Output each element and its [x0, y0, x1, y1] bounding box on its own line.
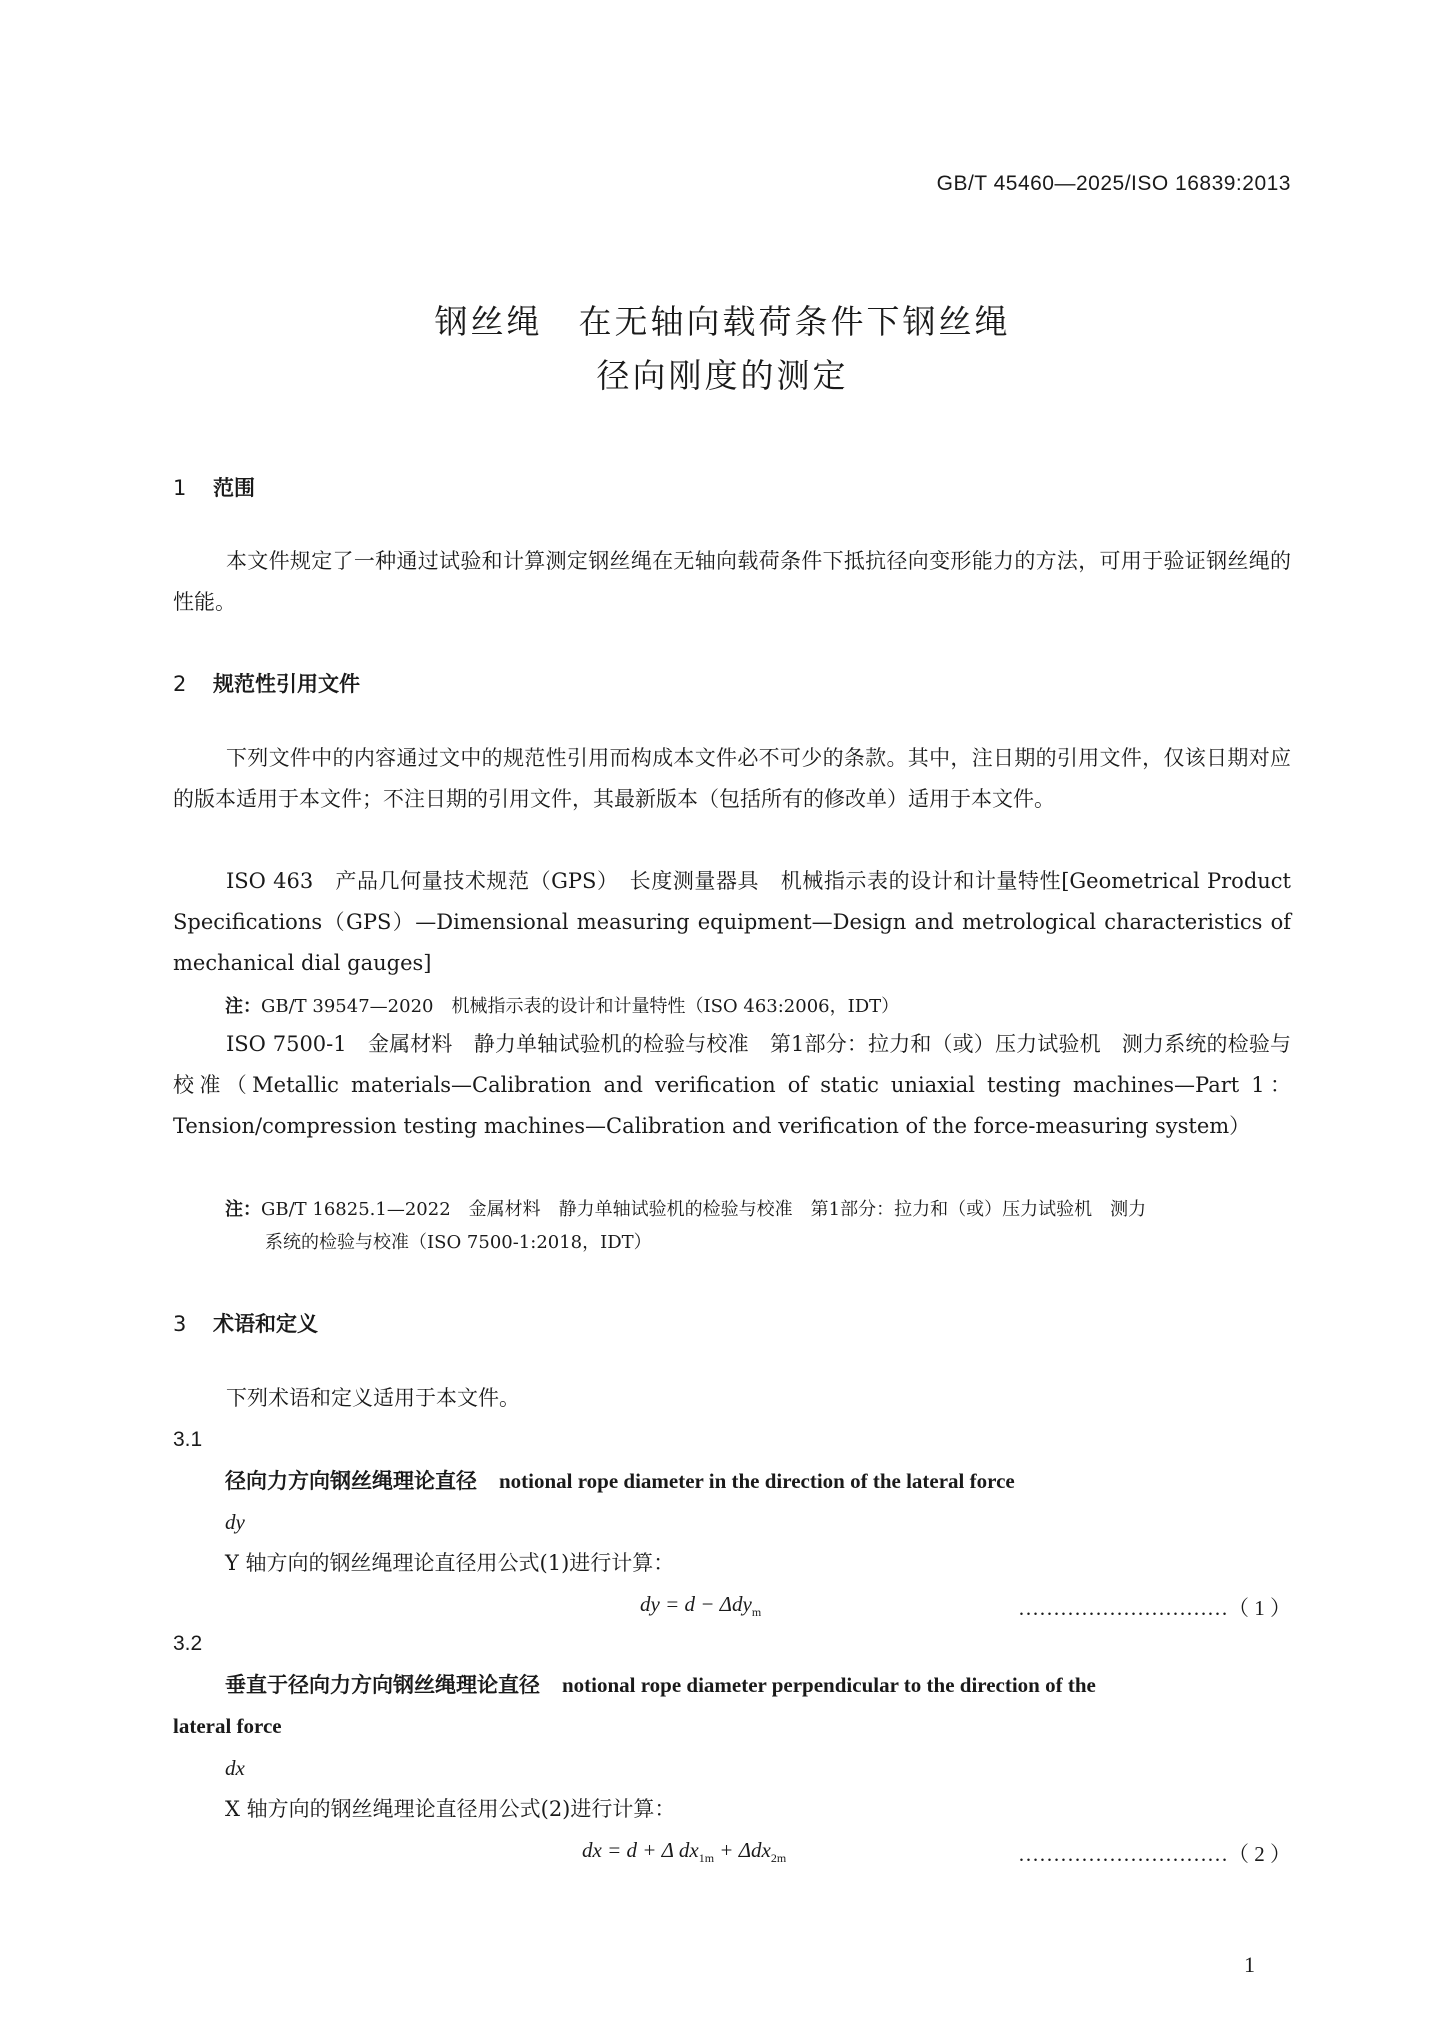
section-title: 范围 [213, 476, 255, 500]
formula-2-subscript-1: 1m [698, 1851, 715, 1866]
equation-number-2: …………………………（ 2 ） [1018, 1842, 1291, 1866]
document-code: GB/T 45460—2025/ISO 16839:2013 [936, 172, 1291, 195]
section-2-heading [173, 668, 360, 698]
term-zh: 径向力方向钢丝绳理论直径 [225, 1469, 477, 1493]
formula-2 [582, 1838, 786, 1866]
note-text: GB/T 39547—2020 机械指示表的设计和计量特性（ISO 463:2006，IDT） [261, 996, 900, 1017]
term-en: notional rope diameter in the direction of the lateral force [498, 1469, 1015, 1493]
section-3-heading [173, 1308, 318, 1338]
note-text: GB/T 16825.1—2022 金属材料 静力单轴试验机的检验与校准 第1部分：拉力和（或）压力试验机 测力 [261, 1199, 1147, 1220]
section-1-heading [173, 472, 255, 502]
term-number-3-2: 3.2 [173, 1632, 203, 1655]
title-line-1: 钢丝绳 在无轴向载荷条件下钢丝绳 [434, 302, 1011, 341]
section-number: 1 [173, 476, 187, 500]
term-3-2-description: X 轴方向的钢丝绳理论直径用公式(2)进行计算： [225, 1797, 676, 1821]
term-3-2-symbol: dx [225, 1756, 245, 1780]
formula-2-part-b: + Δdx [714, 1838, 771, 1862]
formula-2-subscript-2: 2m [770, 1851, 787, 1866]
formula-1-subscript: m [751, 1605, 762, 1620]
formula-1-main: dy = d − Δdy [640, 1592, 752, 1616]
section-number: 2 [173, 672, 187, 696]
term-3-2-heading [225, 1665, 1291, 1706]
formula-1 [640, 1592, 761, 1620]
section-2-paragraph: 下列文件中的内容通过文中的规范性引用而构成本文件必不可少的条款。其中，注日期的引用文件，仅该日期对应的版本适用于本文件；不注日期的引用文件，其最新版本（包括所有的修改单）适用于本文件。 [173, 746, 1291, 811]
page-number: 1 [1244, 1952, 1255, 1977]
reference-iso-463: ISO 463 产品几何量技术规范（GPS） 长度测量器具 机械指示表的设计和计量特性[Geometrical Product Specifications（GPS）—Dimensional measuring equipment—Design and metrological characteristics of mechanical dial gauges] [173, 869, 1291, 975]
term-zh: 垂直于径向力方向钢丝绳理论直径 [225, 1673, 540, 1697]
note-1 [225, 990, 1291, 1023]
section-title: 术语和定义 [213, 1312, 318, 1336]
section-title: 规范性引用文件 [213, 672, 360, 696]
term-3-1-heading [225, 1461, 1291, 1502]
term-3-1-symbol: dy [225, 1510, 245, 1534]
title-line-2: 径向刚度的测定 [596, 356, 849, 395]
term-en: notional rope diameter perpendicular to the direction of the [561, 1673, 1096, 1697]
equation-number-1: …………………………（ 1 ） [1018, 1596, 1291, 1620]
term-en-continued: lateral force [173, 1714, 282, 1738]
term-3-2-heading-continued [173, 1706, 1239, 1747]
section-3-paragraph: 下列术语和定义适用于本文件。 [226, 1386, 520, 1410]
note-2 [225, 1193, 1291, 1259]
formula-2-part-a: dx = d + Δ dx [582, 1838, 699, 1862]
note-label: 注： [225, 1199, 261, 1220]
section-1-paragraph: 本文件规定了一种通过试验和计算测定钢丝绳在无轴向载荷条件下抵抗径向变形能力的方法，可用于验证钢丝绳的性能。 [173, 549, 1291, 614]
reference-iso-7500-1: ISO 7500-1 金属材料 静力单轴试验机的检验与校准 第1部分：拉力和（或）压力试验机 测力系统的检验与校准（Metallic materials—Calibration and verification of static uniaxial testing machines—Part 1：Tension/compression testing machines—Calibration and verification of the force-measuring system） [173, 1032, 1291, 1138]
term-number-3-1: 3.1 [173, 1428, 203, 1451]
term-3-1-description: Y 轴方向的钢丝绳理论直径用公式(1)进行计算： [225, 1551, 675, 1575]
note-text-continued: 系统的检验与校准（ISO 7500-1:2018，IDT） [265, 1232, 652, 1253]
note-label: 注： [225, 996, 261, 1017]
section-number: 3 [173, 1312, 187, 1336]
